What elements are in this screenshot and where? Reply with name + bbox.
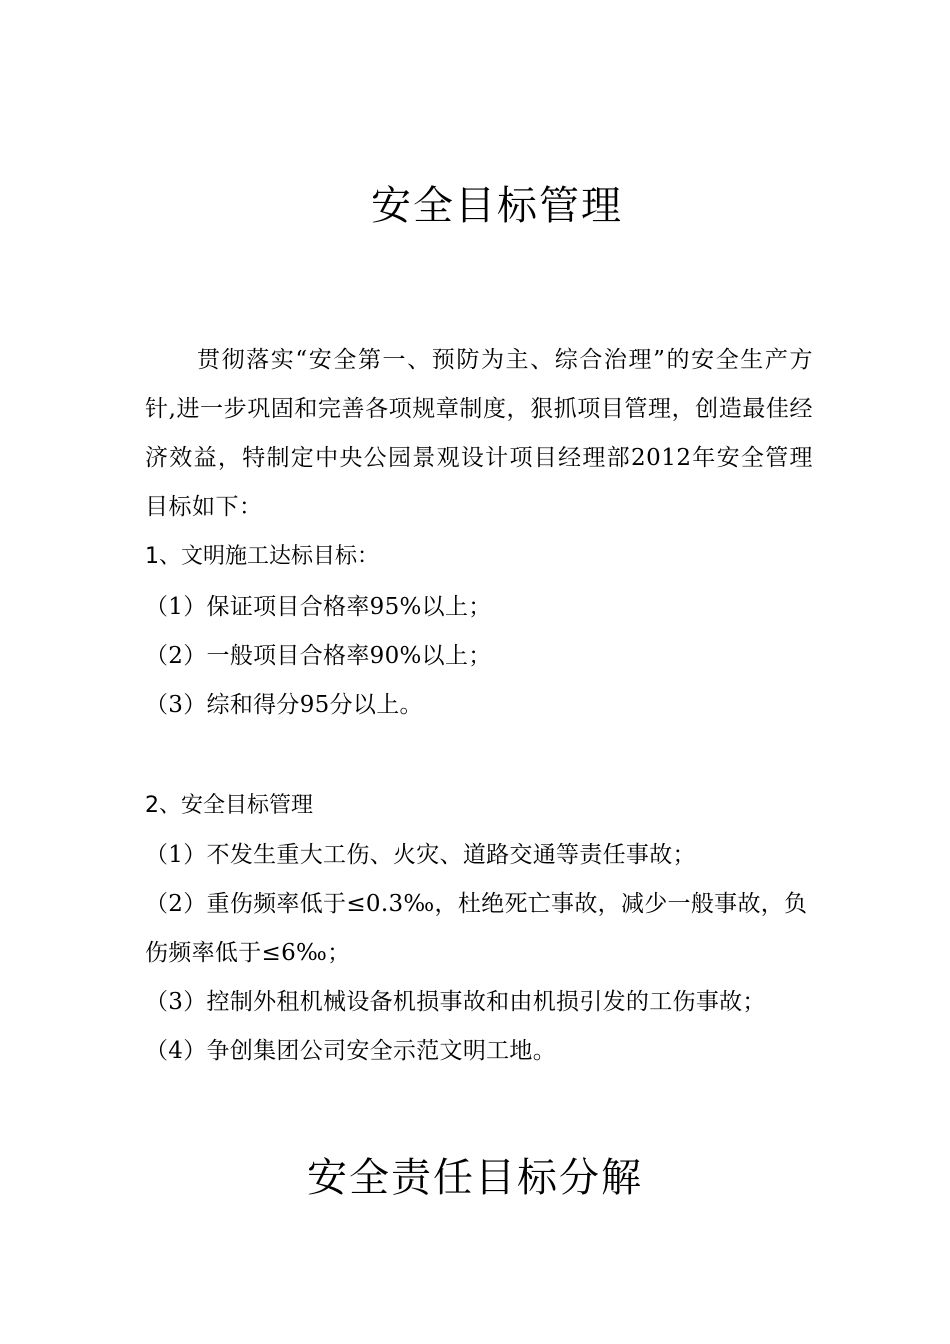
list-item: （3）综和得分95分以上。 [145,692,423,718]
list-item: （3）控制外租机械设备机损事故和由机损引发的工伤事故； [145,989,766,1015]
section-heading-civilized-construction: 1、文明施工达标目标： [145,544,379,569]
list-item: （2）一般项目合格率90%以上； [145,643,492,669]
page-title: 安全目标管理 [371,183,623,229]
section-heading-safety-target: 2、安全目标管理 [145,793,313,818]
list-item: （1）保证项目合格率95%以上； [145,594,492,620]
list-item: （1）不发生重大工伤、火灾、道路交通等责任事故； [145,842,696,868]
list-item: （4）争创集团公司安全示范文明工地。 [145,1038,557,1064]
intro-paragraph: 贯彻落实“安全第一、预防为主、综合治理”的安全生产方针,进一步巩固和完善各项规章制度，狠抓项目管理，创造最佳经济效益，特制定中央公园景观设计项目经理部2012年安全管理目标如下： [145,347,813,520]
section-title-responsibility-breakdown: 安全责任目标分解 [307,1155,643,1201]
list-item: （2）重伤频率低于≤0.3‰，杜绝死亡事故，减少一般事故，负伤频率低于≤6‰； [145,891,808,966]
